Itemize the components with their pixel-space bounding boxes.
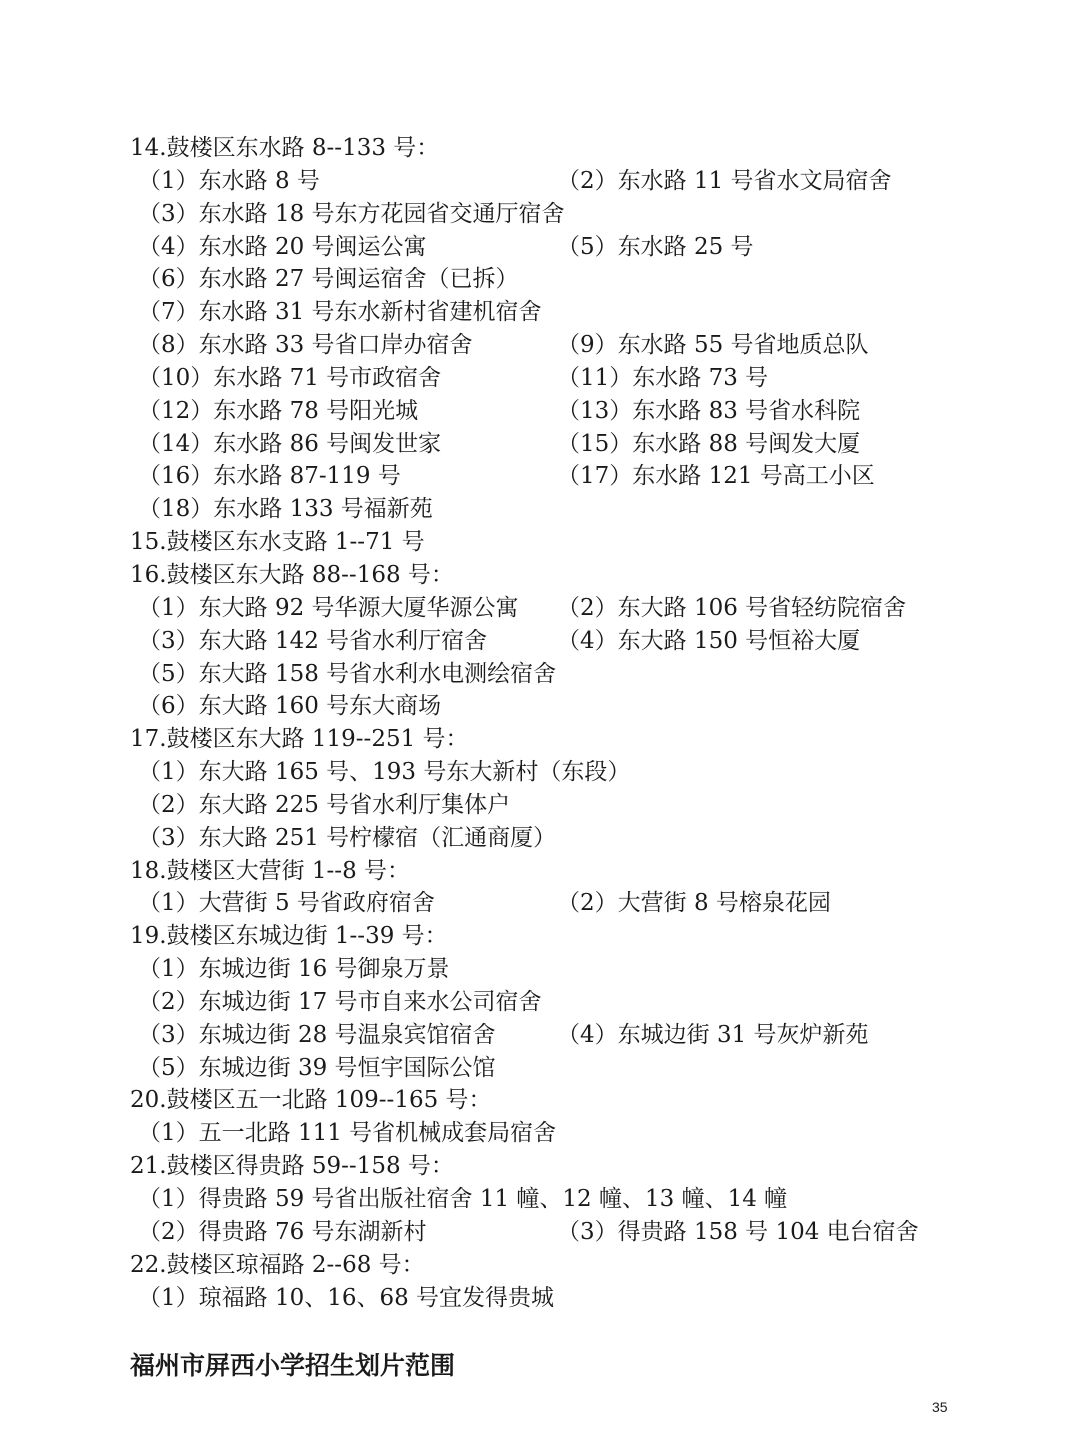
list-item: （2）东水路 11 号省水文局宿舍 (557, 167, 892, 194)
list-line (130, 1084, 1030, 1117)
street-heading: 20.鼓楼区五一北路 109--165 号： (130, 1087, 492, 1114)
street-heading: 17.鼓楼区东大路 119--251 号： (130, 726, 469, 753)
list-item: （1）东城边街 16 号御泉万景 (138, 956, 450, 983)
document-body (130, 132, 1030, 1314)
street-heading: 16.鼓楼区东大路 88--168 号： (130, 561, 454, 588)
list-line (130, 1183, 1030, 1216)
list-item: （2）东大路 225 号省水利厅集体户 (138, 791, 511, 818)
street-heading: 21.鼓楼区得贵路 59--158 号： (130, 1153, 454, 1180)
list-line (130, 690, 1030, 723)
list-line (130, 329, 1030, 362)
street-heading: 18.鼓楼区大营街 1--8 号： (130, 857, 411, 884)
list-item: （1）东大路 165 号、193 号东大新村（东段） (138, 759, 631, 786)
list-line (130, 460, 1030, 493)
list-item: （5）东城边街 39 号恒宇国际公馆 (138, 1054, 496, 1081)
list-line (130, 920, 1030, 953)
list-item: （9）东水路 55 号省地质总队 (557, 332, 869, 359)
list-item: （1）琼福路 10、16、68 号宜发得贵城 (138, 1284, 555, 1311)
list-item: （5）东水路 25 号 (557, 233, 754, 260)
list-item: （5）东大路 158 号省水利水电测绘宿舍 (138, 660, 557, 687)
list-line (130, 1019, 1030, 1052)
list-item: （3）东水路 18 号东方花园省交通厅宿舍 (138, 200, 565, 227)
street-heading: 22.鼓楼区琼福路 2--68 号： (130, 1251, 425, 1278)
list-item: （6）东水路 27 号闽运宿舍（已拆） (138, 266, 519, 293)
list-line (130, 789, 1030, 822)
page-number: 35 (932, 1399, 948, 1415)
list-line (130, 822, 1030, 855)
list-item: （2）东大路 106 号省轻纺院宿舍 (557, 594, 907, 621)
list-line (130, 132, 1030, 165)
list-line (130, 165, 1030, 198)
list-item: （18）东水路 133 号福新苑 (138, 496, 433, 523)
list-item: （13）东水路 83 号省水科院 (557, 397, 861, 424)
street-heading: 14.鼓楼区东水路 8--133 号： (130, 135, 440, 161)
list-item: （3）得贵路 158 号 104 电台宿舍 (557, 1218, 919, 1245)
list-line (130, 428, 1030, 461)
list-item: （2）得贵路 76 号东湖新村 (138, 1218, 427, 1245)
list-line (130, 559, 1030, 592)
list-item: （1）东大路 92 号华源大厦华源公寓 (138, 594, 519, 621)
list-line (130, 395, 1030, 428)
list-item: （10）东水路 71 号市政宿舍 (138, 364, 442, 391)
list-line (130, 526, 1030, 559)
list-line (130, 362, 1030, 395)
list-item: （3）东城边街 28 号温泉宾馆宿舍 (138, 1021, 496, 1048)
list-line (130, 1117, 1030, 1150)
list-item: （6）东大路 160 号东大商场 (138, 693, 442, 720)
list-line (130, 1282, 1030, 1315)
list-item: （15）东水路 88 号闽发大厦 (557, 430, 861, 457)
list-item: （2）大营街 8 号榕泉花园 (557, 890, 831, 917)
list-line (130, 592, 1030, 625)
list-line (130, 625, 1030, 658)
list-item: （1）得贵路 59 号省出版社宿舍 11 幢、12 幢、13 幢、14 幢 (138, 1186, 788, 1212)
list-item: （4）东大路 150 号恒裕大厦 (557, 627, 861, 654)
list-item: （4）东水路 20 号闽运公寓 (138, 233, 427, 260)
list-line (130, 1249, 1030, 1282)
list-item: （1）东水路 8 号 (138, 167, 320, 194)
list-line (130, 658, 1030, 691)
list-item: （7）东水路 31 号东水新村省建机宿舍 (138, 299, 542, 326)
list-line (130, 1150, 1030, 1183)
street-heading: 15.鼓楼区东水支路 1--71 号 (130, 529, 425, 556)
list-item: （1）大营街 5 号省政府宿舍 (138, 890, 435, 917)
list-line (130, 296, 1030, 329)
list-item: （17）东水路 121 号高工小区 (557, 463, 875, 490)
list-line (130, 953, 1030, 986)
list-item: （1）五一北路 111 号省机械成套局宿舍 (138, 1120, 557, 1147)
section-title: 福州市屏西小学招生划片范围 (130, 1351, 456, 1380)
list-line (130, 855, 1030, 888)
list-item: （12）东水路 78 号阳光城 (138, 397, 419, 424)
list-item: （16）东水路 87-119 号 (138, 463, 401, 490)
list-line (130, 263, 1030, 296)
list-line (130, 756, 1030, 789)
list-item: （4）东城边街 31 号灰炉新苑 (557, 1021, 869, 1048)
list-item: （11）东水路 73 号 (557, 364, 769, 391)
list-line (130, 723, 1030, 756)
street-heading: 19.鼓楼区东城边街 1--39 号： (130, 923, 448, 950)
list-line (130, 493, 1030, 526)
list-line (130, 1052, 1030, 1085)
list-item: （3）东大路 142 号省水利厅宿舍 (138, 627, 488, 654)
list-item: （8）东水路 33 号省口岸办宿舍 (138, 332, 473, 359)
list-item: （3）东大路 251 号柠檬宿（汇通商厦） (138, 824, 557, 851)
list-line (130, 1216, 1030, 1249)
list-line (130, 887, 1030, 920)
list-line (130, 198, 1030, 231)
list-item: （2）东城边街 17 号市自来水公司宿舍 (138, 988, 542, 1015)
list-line (130, 231, 1030, 264)
list-item: （14）东水路 86 号闽发世家 (138, 430, 442, 457)
list-line (130, 986, 1030, 1019)
